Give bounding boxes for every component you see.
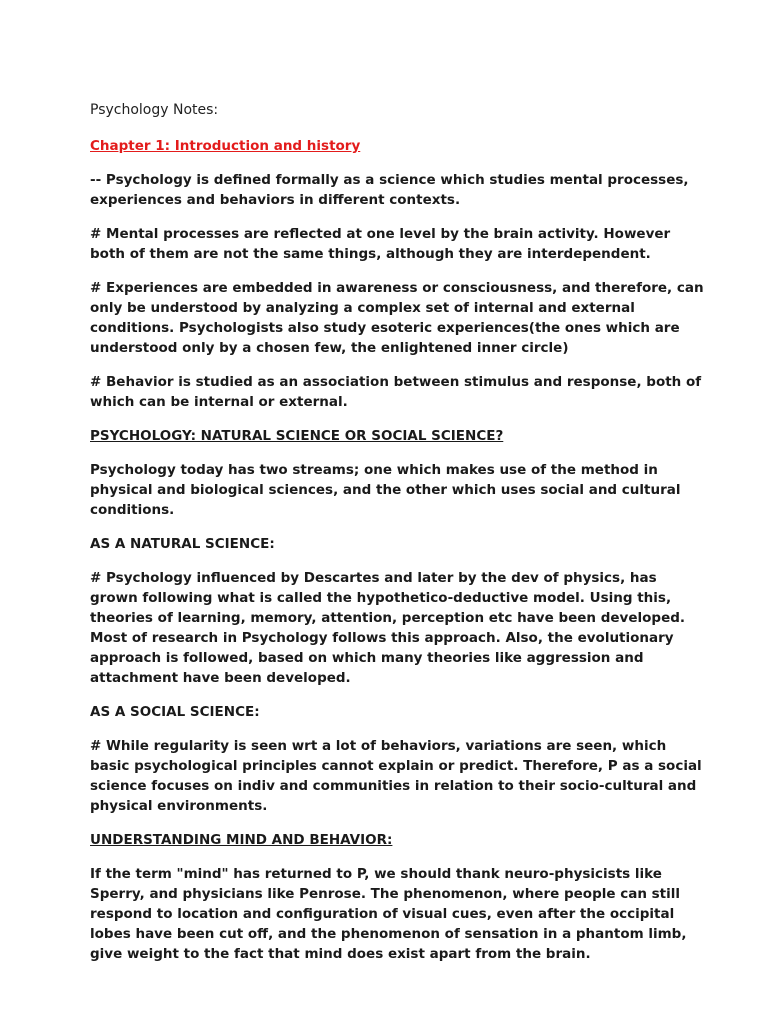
paragraph-experiences: # Experiences are embedded in awareness or consciousness, and therefore, can only be understood by analyzing a complex set of internal and external conditions. Psychologists also study esoteric experiences(the ones which are understood only by a chosen few, the enlightened inner circle): [90, 280, 704, 356]
section-heading-natural-science: AS A NATURAL SCIENCE:: [90, 536, 275, 552]
chapter-heading: Chapter 1: Introduction and history: [90, 138, 361, 154]
document-title: Psychology Notes:: [90, 102, 219, 118]
paragraph-two-streams: Psychology today has two streams; one which makes use of the method in physical and biological sciences, and the other which uses social and cultural conditions.: [90, 462, 681, 518]
section-heading-natural-or-social: PSYCHOLOGY: NATURAL SCIENCE OR SOCIAL SCIENCE?: [90, 428, 504, 444]
paragraph-behavior: # Behavior is studied as an association between stimulus and response, both of which can be internal or external.: [90, 374, 702, 410]
paragraph-mind-behavior: If the term "mind" has returned to P, we should thank neuro-physicists like Sperry, and physicians like Penrose. The phenomenon, where people can still respond to location and configuration of visual cues, even after the occipital lobes have been cut off, and the phenomenon of sensation in a phantom limb, give weight to the fact that mind does exist apart from the brain.: [90, 866, 687, 962]
paragraph-definition: -- Psychology is defined formally as a science which studies mental processes, experiences and behaviors in different contexts.: [90, 172, 689, 208]
paragraph-mental-processes: # Mental processes are reflected at one level by the brain activity. However both of them are not the same things, although they are interdependent.: [90, 226, 671, 262]
section-heading-mind-behavior: UNDERSTANDING MIND AND BEHAVIOR:: [90, 832, 393, 848]
paragraph-social-science: # While regularity is seen wrt a lot of behaviors, variations are seen, which basic psychological principles cannot explain or predict. Therefore, P as a social science focuses on indiv and communities in relation to their socio-cultural and physical environments.: [90, 738, 702, 814]
paragraph-natural-science: # Psychology influenced by Descartes and later by the dev of physics, has grown following what is called the hypothetico-deductive model. Using this, theories of learning, memory, attention, perception etc have been developed. Most of research in Psychology follows this approach. Also, the evolutionary approach is followed, based on which many theories like aggression and attachment have been developed.: [90, 570, 686, 686]
section-heading-social-science: AS A SOCIAL SCIENCE:: [90, 704, 260, 720]
